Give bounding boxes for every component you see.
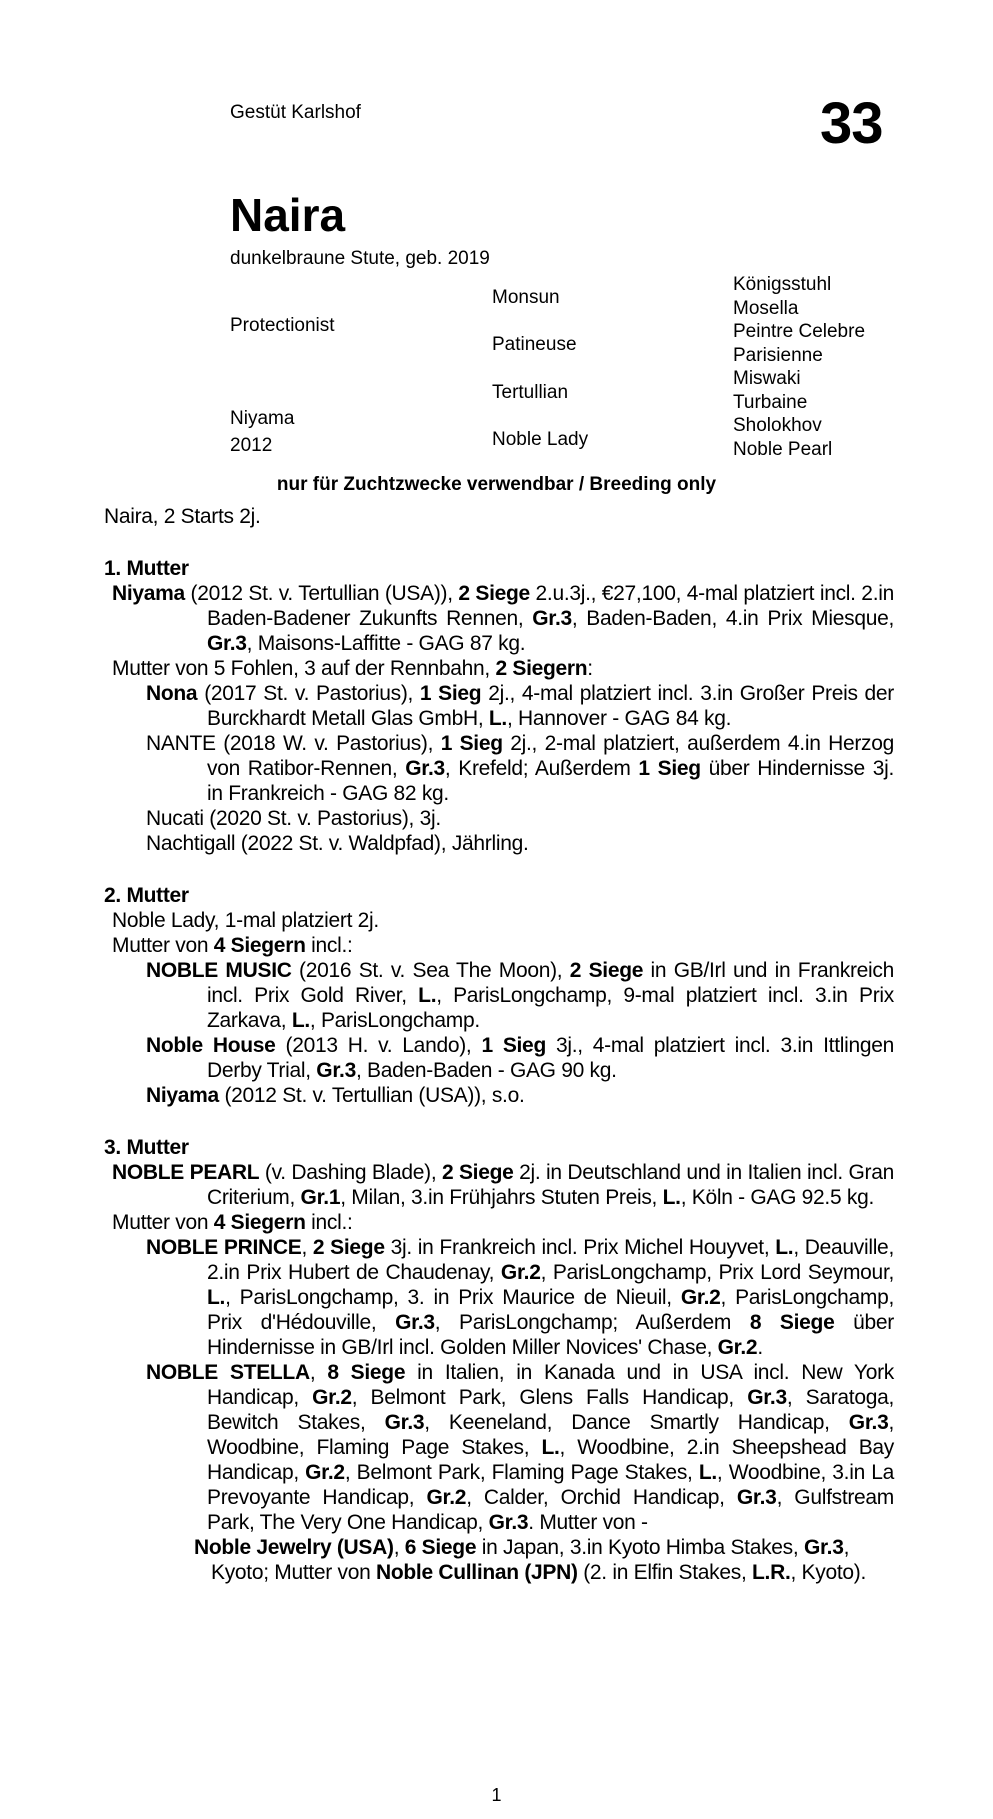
first-dam-entry: Niyama (2012 St. v. Tertullian (USA)), 2 Siege 2.u.3j., €27,100, 4-mal platziert incl. 2.in Baden-Badener Zukunfts Rennen, Gr.3, Baden-Baden, 4.in Prix Miesque, Gr.3, Maisons-Laffitte - GAG 87 kg.	[112, 582, 894, 655]
pedigree-gen3-6: Turbaine	[733, 392, 808, 413]
produce-entry-nucati: Nucati (2020 St. v. Pastorius), 3j.	[146, 807, 441, 830]
second-dam-entry: Noble Lady, 1-mal platziert 2j.	[112, 909, 379, 932]
produce-entry-noble-prince: NOBLE PRINCE, 2 Siege 3j. in Frankreich incl. Prix Michel Houyvet, L., Deauville, 2.in Prix Hubert de Chaudenay, Gr.2, ParisLongchamp, Prix Lord Seymour, L., ParisLongchamp, 3. in Prix Maurice de Nieuil, Gr.2, ParisLongchamp, Prix d'Hédouville, Gr.3, ParisLongchamp; Außerdem 8 Siege über Hindernisse in GB/Irl incl. Golden Miller Novices' Chase, Gr.2.	[146, 1236, 895, 1359]
produce-summary: Mutter von 4 Siegern incl.:	[112, 1211, 353, 1234]
produce-entry-noble-house: Noble House (2013 H. v. Lando), 1 Sieg 3j., 4-mal platziert incl. 3.in Ittlingen Derby Trial, Gr.3, Baden-Baden - GAG 90 kg.	[146, 1034, 894, 1082]
race-record-summary: Naira, 2 Starts 2j.	[104, 505, 261, 528]
dam-name: Niyama	[112, 582, 185, 605]
third-dam-entry: NOBLE PEARL (v. Dashing Blade), 2 Siege 2j. in Deutschland und in Italien incl. Gran Criterium, Gr.1, Milan, 3.in Frühjahrs Stuten Preis, L., Köln - GAG 92.5 kg.	[112, 1161, 894, 1209]
horse-name: Naira	[230, 189, 346, 241]
produce-summary: Mutter von 4 Siegern incl.:	[112, 934, 353, 957]
produce-entry-noble-music: NOBLE MUSIC (2016 St. v. Sea The Moon), 2 Siege in GB/Irl und in Frankreich incl. Prix Gold River, L., ParisLongchamp, 9-mal platziert incl. 3.in Prix Zarkava, L., ParisLongchamp.	[146, 959, 894, 1032]
lot-number: 33	[820, 91, 883, 156]
breeding-only-note: nur für Zuchtzwecke verwendbar / Breeding only	[276, 474, 717, 495]
produce-entry-nante: NANTE (2018 W. v. Pastorius), 1 Sieg 2j., 2-mal platziert, außerdem 4.in Herzog von Ratibor-Rennen, Gr.3, Krefeld; Außerdem 1 Sieg über Hindernisse 3j. in Frankreich - GAG 82 kg.	[146, 732, 895, 805]
produce-entry-nona: Nona (2017 St. v. Pastorius), 1 Sieg 2j., 4-mal platziert incl. 3.in Großer Preis der Burckhardt Metall Glas GmbH, L., Hannover - GAG 84 kg.	[146, 682, 894, 730]
pedigree-sire-sire: Monsun	[492, 287, 560, 308]
produce-entry-niyama: Niyama (2012 St. v. Tertullian (USA)), s.o.	[146, 1084, 525, 1107]
produce-entry-nachtigall: Nachtigall (2022 St. v. Waldpfad), Jährling.	[146, 832, 529, 855]
produce-entry-noble-jewelry: Noble Jewelry (USA), 6 Siege in Japan, 3.in Kyoto Himba Stakes, Gr.3, Kyoto; Mutter von Noble Cullinan (JPN) (2. in Elfin Stakes, L.R., Kyoto).	[194, 1536, 866, 1584]
produce-summary: Mutter von 5 Fohlen, 3 auf der Rennbahn, 2 Siegern:	[112, 657, 593, 680]
pedigree-gen3-1: Königsstuhl	[733, 274, 832, 295]
horse-description: dunkelbraune Stute, geb. 2019	[230, 248, 490, 269]
pedigree-gen3-7: Sholokhov	[733, 415, 822, 436]
stud-farm-name: Gestüt Karlshof	[230, 102, 361, 123]
section-heading-third-dam: 3. Mutter	[104, 1136, 189, 1159]
section-heading-first-dam: 1. Mutter	[104, 557, 189, 580]
pedigree-sire: Protectionist	[230, 315, 335, 336]
pedigree-dam-sire: Tertullian	[492, 382, 569, 403]
produce-entry-noble-stella: NOBLE STELLA, 8 Siege in Italien, in Kanada und in USA incl. New York Handicap, Gr.2, Belmont Park, Glens Falls Handicap, Gr.3, Saratoga, Bewitch Stakes, Gr.3, Keeneland, Dance Smartly Handicap, Gr.3, Woodbine, Flaming Page Stakes, L., Woodbine, 2.in Sheepshead Bay Handicap, Gr.2, Belmont Park, Flaming Page Stakes, L., Woodbine, 3.in La Prevoyante Handicap, Gr.2, Calder, Orchid Handicap, Gr.3, Gulfstream Park, The Very One Handicap, Gr.3. Mutter von -	[146, 1361, 895, 1534]
pedigree-dam-dam: Noble Lady	[492, 429, 589, 450]
pedigree-dam: Niyama	[230, 408, 295, 429]
pedigree-gen3-4: Parisienne	[733, 345, 823, 366]
pedigree-gen3-8: Noble Pearl	[733, 439, 833, 460]
pedigree-dam-year: 2012	[230, 435, 273, 456]
section-heading-second-dam: 2. Mutter	[104, 884, 189, 907]
page-number: 1	[491, 1785, 502, 1805]
pedigree-gen3-3: Peintre Celebre	[733, 321, 866, 342]
pedigree-gen3-2: Mosella	[733, 298, 799, 319]
pedigree-gen3-5: Miswaki	[733, 368, 801, 389]
catalogue-text	[104, 504, 894, 1585]
pedigree-sire-dam: Patineuse	[492, 334, 577, 355]
